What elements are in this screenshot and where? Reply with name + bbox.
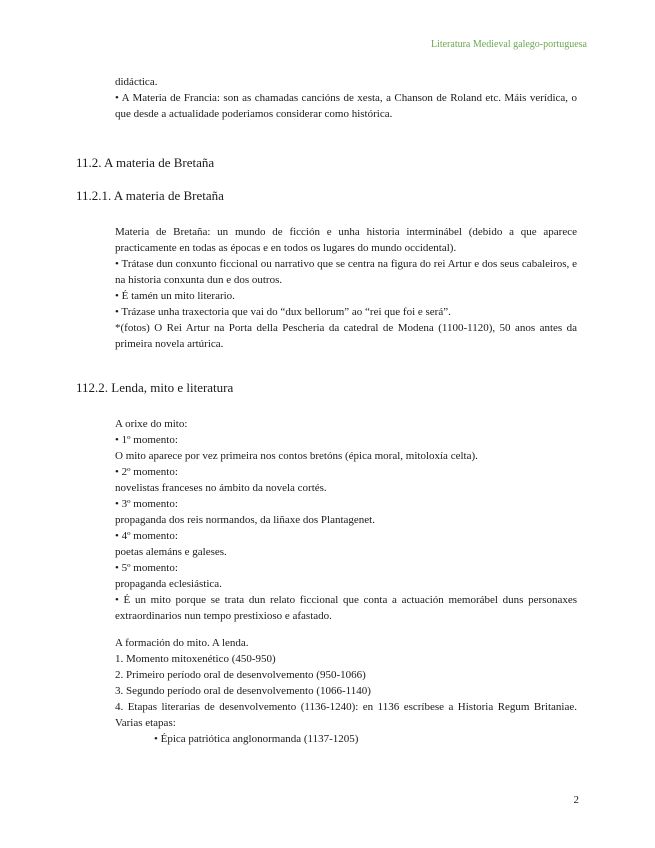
list-line: propaganda dos reis normandos, da liñaxe dos Plantagenet. bbox=[115, 514, 375, 526]
list-line: propaganda eclesiástica. bbox=[115, 578, 222, 590]
list-line: 4. Etapas literarias de desenvolvemento (1136-1240): en 1136 escríbese a Historia Regum Britaniae. Varias etapas: bbox=[115, 701, 577, 729]
paragraph: • Trázase unha traxectoria que vai do “dux bellorum” ao “rei que foi e será”. bbox=[115, 306, 451, 318]
list-line: poetas alemáns e galeses. bbox=[115, 546, 227, 558]
section-heading-11-2: 11.2. A materia de Bretaña bbox=[76, 155, 215, 170]
running-header: Literatura Medieval galego-portuguesa bbox=[430, 39, 587, 50]
intro-line: didáctica. bbox=[115, 76, 158, 88]
list-line: 2. Primeiro período oral de desenvolvemento (950-1066) bbox=[115, 669, 366, 681]
list-line: • 5º momento: bbox=[115, 562, 178, 574]
list-line: • 1º momento: bbox=[115, 434, 178, 446]
section-heading-11-2-1: 11.2.1. A materia de Bretaña bbox=[76, 188, 224, 203]
paragraph: Materia de Bretaña: un mundo de ficción e unha historia interminábel (debido a que aparece practicamente en todas as épocas e en todos os lugares do mundo occidental). bbox=[115, 226, 577, 254]
list-line: A formación do mito. A lenda. bbox=[115, 637, 249, 649]
list-line: O mito aparece por vez primeira nos contos bretóns (épica moral, mitoloxía celta). bbox=[115, 450, 478, 462]
list-line: 3. Segundo período oral de desenvolvemento (1066-1140) bbox=[115, 685, 371, 697]
section-heading-11-2-2: 112.2. Lenda, mito e literatura bbox=[76, 380, 234, 395]
intro-block bbox=[115, 74, 577, 122]
list-line: 1. Momento mitoxenético (450-950) bbox=[115, 653, 276, 665]
list-line: • 2º momento: bbox=[115, 466, 178, 478]
list-line: A orixe do mito: bbox=[115, 418, 188, 430]
list-line: • 4º momento: bbox=[115, 530, 178, 542]
list-line: • 3º momento: bbox=[115, 498, 178, 510]
list-line: • É un mito porque se trata dun relato ficcional que conta a actuación memorábel duns personaxes extraordinarios nun tempo prestixioso e afastado. bbox=[115, 594, 577, 622]
myth-origin-list bbox=[115, 416, 577, 624]
paragraph: • Trátase dun conxunto ficcional ou narrativo que se centra na figura do rei Artur e dos seus cabaleiros, e na historia conxunta dun e dos outros. bbox=[115, 258, 577, 286]
myth-formation-list bbox=[115, 635, 577, 747]
intro-line: • A Materia de Francia: son as chamadas cancións de xesta, a Chanson de Roland etc. Máis verídica, o que desde a actualidade poderiamos considerar como histórica. bbox=[115, 92, 577, 120]
section-11-2-1-body bbox=[115, 224, 577, 352]
paragraph: • É tamén un mito literario. bbox=[115, 290, 235, 302]
paragraph: *(fotos) O Rei Artur na Porta della Pescheria da catedral de Modena (1100-1120), 50 anos antes da primeira novela artúrica. bbox=[115, 322, 577, 350]
page-number: 2 bbox=[573, 794, 579, 806]
sub-bullet: • Épica patriótica anglonormanda (1137-1205) bbox=[154, 733, 359, 745]
list-line: novelistas franceses no ámbito da novela cortés. bbox=[115, 482, 327, 494]
